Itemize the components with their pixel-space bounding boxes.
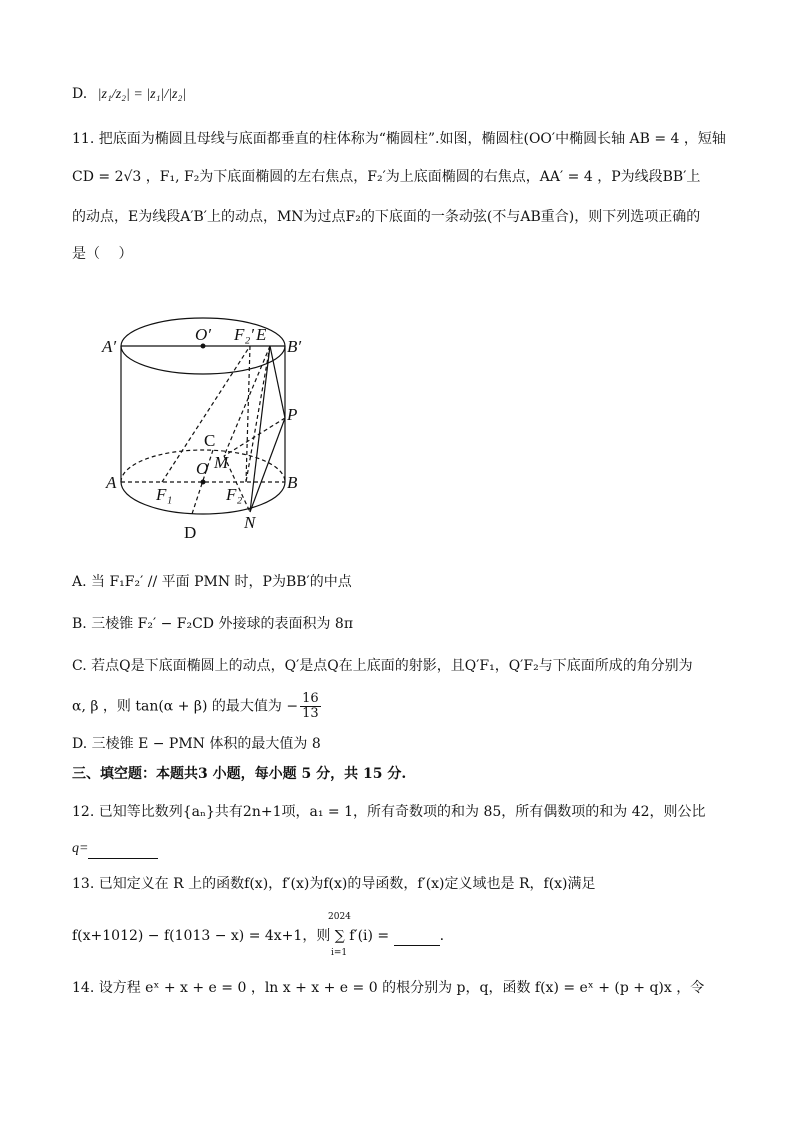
label-o-prime: O′ [195,325,211,344]
fraction-denominator: 13 [302,706,319,721]
q12-line2-prefix: q= [72,841,89,856]
label-a-prime: A′ [102,337,117,356]
label-d: D [184,523,197,542]
section-3-heading: 三、填空题：本题共3 小题，每小题 5 分，共 15 分. [72,766,407,782]
q13-line1: 13. 已知定义在 R 上的函数f(x)，f′(x)为f(x)的导函数，f′(x)定义域也是 R，f(x)满足 [72,876,596,892]
prev-option-d [72,84,722,105]
prev-option-d-label: D. [72,86,88,102]
q11-line1: 11. 把底面为椭圆且母线与底面都垂直的柱体称为“椭圆柱”.如图，椭圆柱(OO′中椭圆长轴 AB = 4 ，短轴 [72,131,726,147]
label-f2-prime: F₂′ [234,325,255,344]
ellipse-cylinder-figure [100,300,320,550]
q11-option-b: B. 三棱锥 F₂′ − F₂CD 外接球的表面积为 8π [72,616,354,632]
q11-option-c-line2 [72,692,722,721]
q11-line2: CD = 2√3 ，F₁, F₂为下底面椭圆的左右焦点，F₂′为上底面椭圆的右焦点，AA′ = 4 ，P为线段BB′上 [72,169,701,185]
sum-lower-limit: i=1 [331,948,348,958]
label-b-prime: B′ [287,337,302,356]
q13-line2-text: f(x+1012) − f(1013 − x) = 4x+1，则 ∑ f′(i) = [72,928,394,944]
q11-option-c-line2-prefix: α, β ，则 tan(α + β) 的最大值为 − [72,698,299,715]
label-f1: F₁ [156,485,173,504]
label-b: B [287,473,298,492]
q11-line3: 的动点，E为线段A′B′上的动点，MN为过点F₂的下底面的一条动弦(不与AB重合)，则下列选项正确的 [72,209,701,225]
segment-pm [224,418,285,456]
q11-option-c-line1: C. 若点Q是下底面椭圆上的动点，Q′是点Q在上底面的射影，且Q′F₁，Q′F₂与下底面所成的角分别为 [72,658,693,674]
segment-f2-prime-f2 [246,346,250,482]
label-e: E [256,325,267,344]
q14-line1: 14. 设方程 eˣ + x + e = 0 ，ln x + x + e = 0 的根分别为 p，q，函数 f(x) = eˣ + (p + q)x ，令 [72,980,705,996]
label-o: O [196,459,209,478]
q13-answer-blank[interactable] [394,931,440,946]
point-o-prime [201,344,206,349]
q12-line1: 12. 已知等比数列{aₙ}共有2n+1项，a₁ = 1，所有奇数项的和为 85，所有偶数项的和为 42，则公比 [72,804,706,820]
label-f2: F₂ [226,485,243,504]
q11-option-d: D. 三棱锥 E − PMN 体积的最大值为 8 [72,736,321,752]
label-p: P [287,405,298,424]
prev-option-d-formula: |z₁/z₂| = |z₁|/|z₂| [97,87,187,102]
sum-upper-limit: 2024 [328,912,351,922]
label-m: M [214,453,229,472]
q13-line2: f(x+1012) − f(1013 − x) = 4x+1，则 ∑ f′(i) = . [72,928,445,944]
label-c: C [204,431,216,450]
point-o [201,480,206,485]
q12-answer-blank[interactable] [88,844,158,859]
bottom-ellipse-front [121,482,285,514]
fraction-numerator: 16 [302,691,319,706]
q11-option-a: A. 当 F₁F₂′ // 平面 PMN 时，P为BB′的中点 [72,574,352,590]
fraction-16-13 [300,692,321,721]
label-a: A [106,473,117,492]
segment-ep [270,346,285,418]
q11-line4: 是（ ） [72,246,133,262]
label-n: N [244,513,256,532]
q12-line2 [72,838,722,859]
